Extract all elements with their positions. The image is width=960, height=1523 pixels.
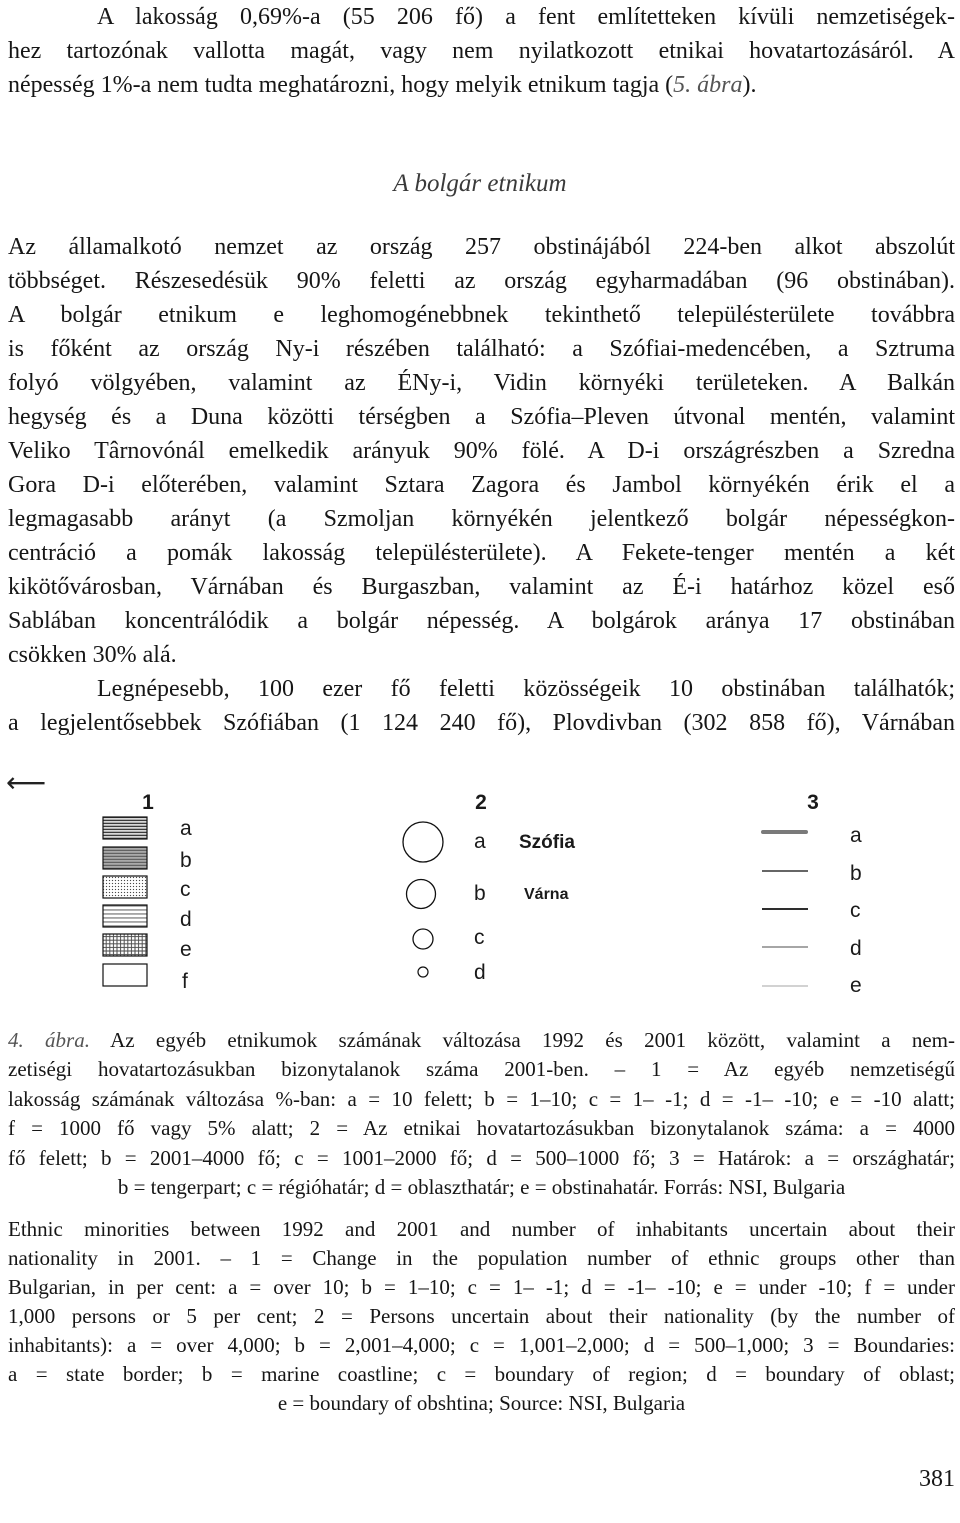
- caption-hu-line-text: Az egyéb etnikumok számának változása 1992 és 2001 között, valamint a nem-: [110, 1028, 955, 1052]
- body-line: Legnépesebb, 100 ezer fő feletti közösségeik 10 obstinában találhatók;: [97, 676, 955, 702]
- figure-reference[interactable]: 5. ábra: [673, 72, 743, 98]
- legend-key: b: [180, 849, 192, 872]
- legend-swatch-c: [103, 876, 147, 898]
- legend-key: c: [850, 899, 861, 922]
- legend-city-label-city: Várna: [524, 886, 569, 903]
- legend-key: a: [474, 830, 486, 853]
- legend-key: a: [850, 824, 862, 847]
- body-line: folyó völgyében, valamint az ÉNy-i, Vidin környéki területeken. A Balkán: [8, 370, 955, 396]
- body-line: többséget. Részesedésük 90% feletti az ország egyharmadában (96 obstinában).: [8, 268, 955, 294]
- caption-hu-line: fő felett; b = 2001–4000 fő; c = 1001–2000 fő; d = 500–1000 fő; 3 = Határok: a = országhatár;: [8, 1145, 955, 1170]
- body-line: hegység és a Duna közötti térségben a Szófia–Pleven útvonal mentén, valamint: [8, 404, 955, 430]
- body-line: A bolgár etnikum e leghomogénebbnek tekinthető településterülete továbbra: [8, 302, 955, 328]
- caption-en-line: 1,000 persons or 5 per cent; 2 = Persons uncertain about their nationality (by the number of: [8, 1304, 955, 1328]
- intro-line-3: [8, 68, 955, 102]
- legend-swatch-f: [103, 964, 147, 986]
- body-line: csökken 30% alá.: [8, 642, 177, 668]
- caption-en-line: Bulgarian, in per cent: a = over 10; b = 1–10; c = 1– -1; d = -1– -10; e = under -10; f = under: [8, 1275, 955, 1299]
- legend-group-number: 2: [475, 791, 487, 814]
- caption-hu-line: lakosság számának változása %-ban: a = 10 felett; b = 1–10; c = 1– -1; d = -1– -10; e = -10 alatt;: [8, 1086, 955, 1111]
- legend-circle-c: [413, 929, 433, 949]
- legend-group-2: [403, 791, 575, 984]
- intro-line-2: hez tartozónak vallotta magát, vagy nem nyilatkozott etnikai hovatartozásáról. A: [8, 38, 955, 64]
- section-body: [8, 230, 955, 740]
- caption-en-line: e = boundary of obshtina; Source: NSI, Bulgaria: [277, 1391, 686, 1415]
- caption-hu-line: b = tengerpart; c = régióhatár; d = oblaszthatár; e = obstinahatár. Forrás: NSI, Bulgaria: [117, 1174, 846, 1199]
- intro-line-3-text: népesség 1%-a nem tudta meghatározni, hogy melyik etnikum tagja (: [8, 72, 674, 98]
- caption-hu-line: [8, 1026, 955, 1055]
- legend-swatch-e: [103, 934, 147, 956]
- body-line: Veliko Târnovónál emelkedik arányuk 90% fölé. A D-i országrészben a Szredna: [8, 438, 955, 464]
- legend-swatch-a: [103, 817, 147, 839]
- legend-key: a: [180, 817, 192, 840]
- legend-circle-b: [407, 880, 436, 909]
- caption-hu-line: f = 1000 fő vagy 5% alatt; 2 = Az etnikai hovatartozásukban bizonytalanok száma: a = 4000: [8, 1116, 955, 1141]
- figure-legend: [0, 780, 960, 1010]
- body-line: legmagasabb arányt (a Szmoljan környékén jelentkező bolgár népességkon-: [8, 506, 955, 532]
- caption-en-line: Ethnic minorities between 1992 and 2001 and number of inhabitants uncertain about their: [8, 1217, 955, 1241]
- legend-key: b: [850, 862, 862, 885]
- figure-caption-hu: [8, 1026, 955, 1202]
- legend-key: d: [474, 961, 486, 984]
- figure-label: 4. ábra.: [8, 1028, 90, 1052]
- legend-key: e: [180, 938, 192, 961]
- body-line: kikötővárosban, Várnában és Burgaszban, valamint az É-i határhoz közel eső: [8, 574, 955, 600]
- legend-key: d: [850, 937, 862, 960]
- legend-circle-d: [418, 967, 428, 977]
- section-heading: A bolgár etnikum: [393, 170, 567, 197]
- legend-key: c: [180, 878, 191, 901]
- figure-caption-en: [8, 1215, 955, 1418]
- legend-key: e: [850, 974, 862, 997]
- intro-paragraph: [8, 0, 955, 102]
- legend-key: f: [182, 970, 188, 993]
- caption-en-line: a = state border; b = marine coastline; c = boundary of region; d = boundary of oblast;: [8, 1362, 955, 1386]
- legend-swatch-b: [103, 847, 147, 869]
- page-number: 381: [919, 1466, 955, 1492]
- legend-group-number: 3: [807, 791, 819, 814]
- legend-circle-a: [403, 822, 443, 862]
- legend-key: d: [180, 908, 192, 931]
- caption-hu-line: zetiségi hovatartozásukban bizonytalanok száma 2001-ben. – 1 = Az egyéb nemzetiségű: [8, 1057, 955, 1082]
- body-line: is főként az ország Ny-i részében található: a Szófiai-medencében, a Sztruma: [8, 336, 955, 362]
- legend-key: b: [474, 882, 486, 905]
- body-line: Sablában koncentrálódik a bolgár népesség. A bolgárok aránya 17 obstinában: [8, 608, 955, 634]
- body-line: Az államalkotó nemzet az ország 257 obstinájából 224-ben alkot abszolút: [8, 234, 955, 260]
- legend-swatch-d: [103, 905, 147, 927]
- legend-group-3: [762, 791, 862, 997]
- legend-city-label-capital: Szófia: [519, 832, 575, 853]
- intro-line-3-end: ).: [742, 72, 757, 98]
- body-line: a legjelentősebbek Szófiában (1 124 240 fő), Plovdivban (302 858 fő), Várnában: [8, 710, 955, 736]
- body-line: Gora D-i előterében, valamint Sztara Zagora és Jambol környékén érik el a: [8, 472, 955, 498]
- caption-en-line: inhabitants): a = over 4,000; b = 2,001–4,000; c = 1,001–2,000; d = 500–1,000; 3 = Boundaries:: [8, 1333, 955, 1357]
- legend-key: c: [474, 926, 485, 949]
- intro-line-1: A lakosság 0,69%-a (55 206 fő) a fent említetteken kívüli nemzetiségek-: [97, 4, 955, 30]
- caption-en-line: nationality in 2001. – 1 = Change in the population number of ethnic groups other than: [8, 1246, 955, 1270]
- legend-group-number: 1: [142, 791, 154, 814]
- long-left-arrow-icon: ⟵: [6, 766, 47, 799]
- legend-group-1: [103, 791, 192, 993]
- body-line: centráció a pomák lakosság településterülete). A Fekete-tenger mentén a két: [8, 540, 955, 566]
